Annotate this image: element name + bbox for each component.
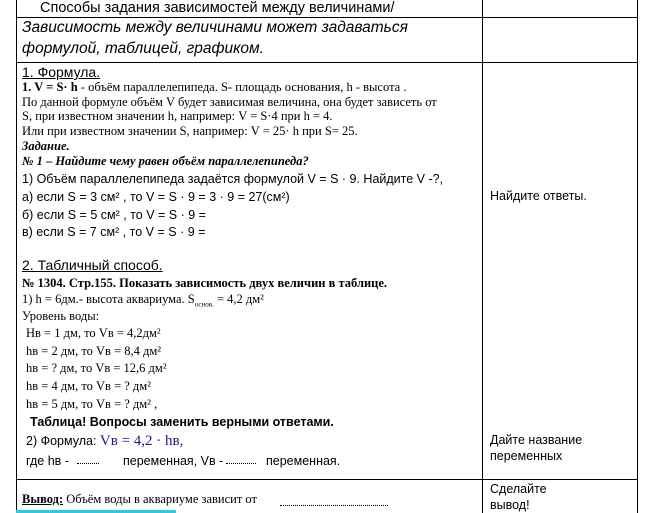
water-row-4: hв = 4 дм, то Vв = ? дм² [26, 379, 151, 393]
water-level-label: Уровень воды: [22, 309, 100, 323]
where-part-3: переменная. [266, 454, 341, 468]
header-row-border [16, 17, 638, 18]
formula2-line [26, 434, 183, 449]
where-part-2: переменная, Vв - [123, 454, 224, 468]
intro-line-1: Зависимость между величинами может задаваться [22, 19, 408, 36]
given-line [22, 293, 264, 309]
task-1304-text: № 1304. Стр.155. Показать зависимость двух величин в таблице. [22, 276, 388, 290]
water-row-3: hв = ? дм, то Vв = 12,6 дм² [26, 361, 167, 375]
intro-line-2: формулой, таблицей, графиком. [22, 40, 264, 57]
given-subscript: основ. [194, 300, 214, 309]
note-find-answers: Найдите ответы. [490, 189, 587, 203]
water-row-1: Hв = 1 дм, то Vв = 4,2дм² [26, 326, 161, 340]
blank-hv[interactable] [77, 463, 99, 464]
paragraph-line-2: S, при известном значении h, например: V = S·4 при h = 4. [22, 109, 333, 123]
blank-vv[interactable] [226, 463, 256, 464]
where-part-1: где hв - [26, 454, 69, 468]
question-c: в) если S = 7 см² , то V = S · 9 = [22, 225, 206, 239]
page-title: Способы задания зависимостей между величинами/ [40, 0, 395, 16]
conclusion-line [22, 493, 257, 506]
question-b: б) если S = 5 см² , то V = S · 9 = [22, 208, 206, 222]
conclusion-label: Вывод: [22, 492, 64, 506]
task1-heading: № 1 – Найдите чему равен объём параллелепипеда? [22, 154, 309, 168]
paragraph-line-1: По данной формуле объём V будет зависимая величина, она будет зависеть от [22, 95, 437, 109]
section2-heading: 2. Табличный способ. [22, 257, 163, 273]
given-end: = 4,2 дм² [213, 292, 264, 306]
note-name-variables-line-1: Дайте название переменных [490, 433, 583, 463]
formula-label: 1. V = S· h [22, 80, 78, 94]
formula2-prefix: 2) Формула: [26, 434, 100, 448]
table-note: Таблица! Вопросы заменить верными ответами. [30, 415, 334, 429]
water-row-5: hв = 5 дм, то Vв = ? дм² , [26, 397, 158, 411]
formula2: Vв = 4,2 · hв, [99, 433, 184, 449]
conclusion-blank[interactable] [280, 505, 388, 506]
conclusion-text: Объём воды в аквариуме зависит от [63, 492, 257, 506]
paragraph-line-3: Или при известном значении S, например: V = 25· h при S= 25. [22, 124, 358, 138]
task-1304 [22, 277, 387, 290]
table-left-border [16, 0, 17, 513]
formula-description: - объём параллелепипеда. S- площадь основания, h - высота . [77, 80, 407, 94]
water-row-2: hв = 2 дм, то Vв = 8,4 дм² [26, 344, 162, 358]
table-middle-border [482, 0, 483, 513]
intro-row-border [16, 62, 638, 63]
note-make-conclusion: Сделайте вывод! [490, 482, 547, 512]
formula-line [22, 81, 406, 94]
task-label: Задание. [22, 139, 70, 153]
question-a: а) если S = 3 см² , то V = S · 9 = 3 · 9 = 27(см²) [22, 190, 290, 204]
conclusion-row-border [16, 479, 638, 480]
table-right-border [637, 0, 638, 513]
question-intro: 1) Объём параллелепипеда задаётся формулой V = S · 9. Найдите V -?, [22, 172, 444, 186]
given-text: 1) h = 6дм.- высота аквариума. S [22, 292, 195, 306]
section1-heading: 1. Формула. [22, 64, 101, 80]
